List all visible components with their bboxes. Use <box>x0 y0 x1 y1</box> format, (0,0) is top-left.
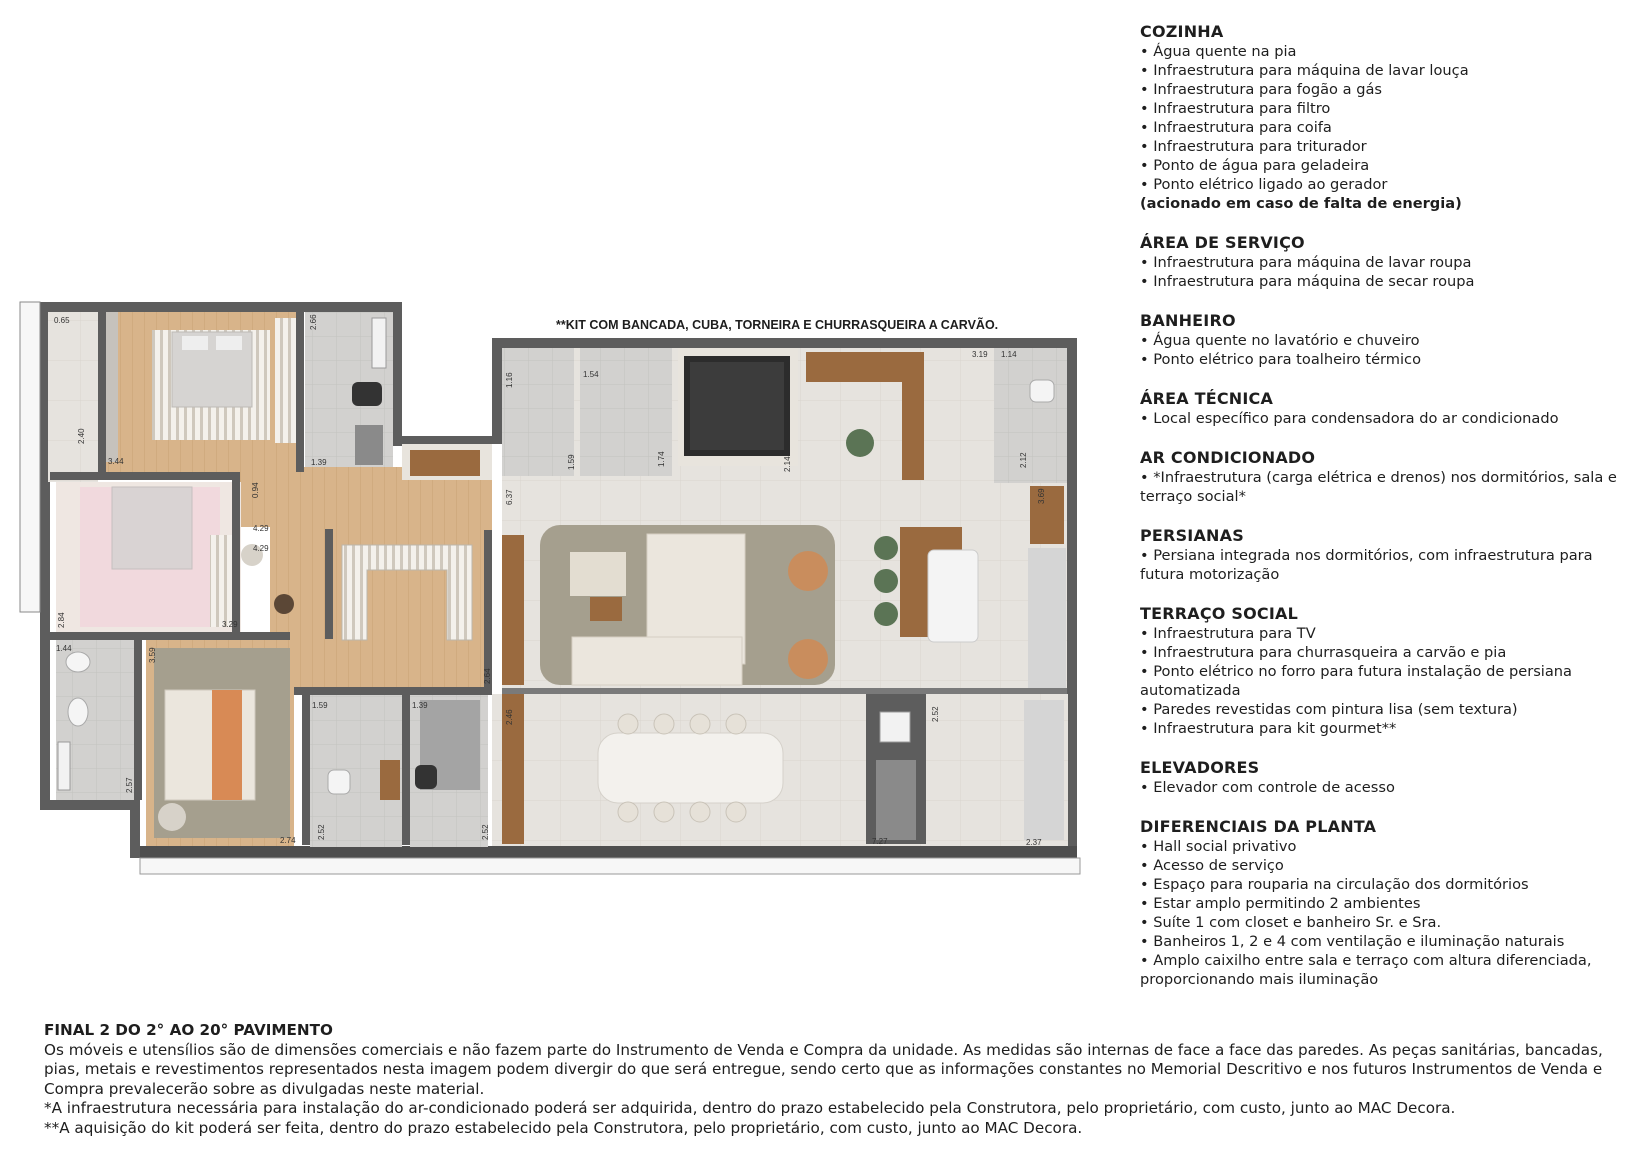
spec-item: • *Infraestrutura (carga elétrica e drenos) nos dormitórios, sala e terraço social* <box>1140 468 1640 506</box>
spec-item: • Paredes revestidas com pintura lisa (sem textura) <box>1140 700 1640 719</box>
spec-section <box>1140 233 1640 291</box>
dimension-label: 1.74 <box>657 451 666 467</box>
dimension-label: 2.46 <box>505 709 514 725</box>
spec-item: • Infraestrutura para coifa <box>1140 118 1640 137</box>
spec-section <box>1140 604 1640 738</box>
dimension-label: 3.69 <box>1037 488 1046 504</box>
dimension-label: 4.29 <box>253 544 269 553</box>
dimension-label: 1.54 <box>583 370 599 379</box>
spec-section-title: ÁREA DE SERVIÇO <box>1140 233 1305 252</box>
dimension-label: 1.39 <box>412 701 428 710</box>
spec-list <box>1140 546 1640 584</box>
spec-item: • Espaço para rouparia na circulação dos dormitórios <box>1140 875 1640 894</box>
spec-item: • Infraestrutura para TV <box>1140 624 1640 643</box>
spec-list <box>1140 331 1640 369</box>
dimension-label: 3.59 <box>148 647 157 663</box>
spec-list <box>1140 624 1640 738</box>
spec-item: • Infraestrutura para filtro <box>1140 99 1640 118</box>
spec-item: • Infraestrutura para máquina de lavar louça <box>1140 61 1640 80</box>
dimension-label: 2.14 <box>783 456 792 472</box>
spec-item: • Suíte 1 com closet e banheiro Sr. e Sra. <box>1140 913 1640 932</box>
spec-item: • Água quente no lavatório e chuveiro <box>1140 331 1640 350</box>
dimension-label: 2.74 <box>280 836 296 845</box>
dimension-label: 3.29 <box>222 620 238 629</box>
spec-section <box>1140 817 1640 989</box>
spec-section-title: DIFERENCIAIS DA PLANTA <box>1140 817 1377 836</box>
spec-item: • Infraestrutura para triturador <box>1140 137 1640 156</box>
dimension-label: 6.37 <box>505 489 514 505</box>
dimension-label: 2.52 <box>481 824 490 840</box>
spec-item: • Infraestrutura para máquina de secar roupa <box>1140 272 1640 291</box>
spec-item: • Ponto elétrico no forro para futura instalação de persiana automatizada <box>1140 662 1640 700</box>
dimension-label: 7.27 <box>872 837 888 846</box>
dimension-label: 1.59 <box>312 701 328 710</box>
spec-item: • Ponto de água para geladeira <box>1140 156 1640 175</box>
spec-note: (acionado em caso de falta de energia) <box>1140 195 1462 212</box>
spec-list <box>1140 409 1640 428</box>
spec-item: • Local específico para condensadora do ar condicionado <box>1140 409 1640 428</box>
dimension-label: 1.59 <box>567 454 576 470</box>
spec-item: • Infraestrutura para fogão a gás <box>1140 80 1640 99</box>
dimension-label: 3.44 <box>108 457 124 466</box>
spec-item: • Infraestrutura para churrasqueira a carvão e pia <box>1140 643 1640 662</box>
dimension-label: 2.52 <box>317 824 326 840</box>
spec-item: • Ponto elétrico para toalheiro térmico <box>1140 350 1640 369</box>
dimension-label: 1.44 <box>56 644 72 653</box>
dimension-label: 2.66 <box>309 314 318 330</box>
spec-item: • Persiana integrada nos dormitórios, com infraestrutura para futura motorização <box>1140 546 1640 584</box>
spec-item: • Água quente na pia <box>1140 42 1640 61</box>
dimension-label: 3.19 <box>972 350 988 359</box>
spec-item: • Estar amplo permitindo 2 ambientes <box>1140 894 1640 913</box>
dimension-label: 1.14 <box>1001 350 1017 359</box>
spec-section-title: AR CONDICIONADO <box>1140 448 1316 467</box>
spec-section-title: BANHEIRO <box>1140 311 1236 330</box>
ac-note: *A infraestrutura necessária para instalação do ar-condicionado poderá ser adquirida, dentro do prazo estabelecido pela Construtora, pelo proprietário, com custo, junto ao MAC Decora. <box>44 1099 1456 1117</box>
dimension-label: 2.52 <box>931 706 940 722</box>
spec-item: • Infraestrutura para kit gourmet** <box>1140 719 1640 738</box>
floor-title: FINAL 2 DO 2° AO 20° PAVIMENTO <box>44 1021 333 1039</box>
dimension-label: 1.39 <box>311 458 327 467</box>
spec-item: • Elevador com controle de acesso <box>1140 778 1640 797</box>
dimension-label: 2.12 <box>1019 452 1028 468</box>
dimension-label: 2.57 <box>125 777 134 793</box>
kit-note: **KIT COM BANCADA, CUBA, TORNEIRA E CHURRASQUEIRA A CARVÃO. <box>556 318 999 332</box>
spec-panel <box>1140 22 1640 1009</box>
spec-item: • Infraestrutura para máquina de lavar roupa <box>1140 253 1640 272</box>
spec-section-title: COZINHA <box>1140 22 1224 41</box>
spec-list <box>1140 778 1640 797</box>
spec-section-title: PERSIANAS <box>1140 526 1244 545</box>
spec-section-title: TERRAÇO SOCIAL <box>1140 604 1298 623</box>
dimension-label: 4.29 <box>253 524 269 533</box>
dimension-label: 2.40 <box>77 428 86 444</box>
dimension-label: 2.64 <box>483 668 492 684</box>
dimension-label: 1.16 <box>505 372 514 388</box>
spec-section <box>1140 526 1640 584</box>
spec-section <box>1140 311 1640 369</box>
spec-section <box>1140 389 1640 428</box>
spec-item: • Amplo caixilho entre sala e terraço com altura diferenciada, proporcionando mais iluminação <box>1140 951 1640 989</box>
disclaimer-paragraph: Os móveis e utensílios são de dimensões comerciais e não fazem parte do Instrumento de Venda e Compra da unidade. As medidas são internas de face a face das paredes. As peças sanitárias, bancadas, pias, metais e revestimentos representados nesta imagem podem divergir do que será entregue, sendo certo que as informações constantes no Memorial Descritivo e nos futuros Instrumentos de Venda e Compra prevalecerão sobre as divulgadas neste material. <box>44 1040 1603 1098</box>
spec-section <box>1140 758 1640 797</box>
footer-disclaimer <box>44 1021 1624 1138</box>
spec-section-title: ÁREA TÉCNICA <box>1140 389 1274 408</box>
spec-item: • Hall social privativo <box>1140 837 1640 856</box>
spec-section <box>1140 448 1640 506</box>
spec-list <box>1140 468 1640 506</box>
spec-list <box>1140 837 1640 989</box>
spec-item: • Acesso de serviço <box>1140 856 1640 875</box>
spec-section-title: ELEVADORES <box>1140 758 1260 777</box>
dimension-label: 2.84 <box>57 612 66 628</box>
spec-item: • Ponto elétrico ligado ao gerador <box>1140 175 1640 194</box>
spec-list <box>1140 42 1640 194</box>
kit-acquisition-note: **A aquisição do kit poderá ser feita, dentro do prazo estabelecido pela Construtora, pelo proprietário, com custo, junto ao MAC Decora. <box>44 1118 1083 1137</box>
spec-list <box>1140 253 1640 291</box>
spec-section <box>1140 22 1640 213</box>
spec-item: • Banheiros 1, 2 e 4 com ventilação e iluminação naturais <box>1140 932 1640 951</box>
dimension-label: 0.94 <box>251 482 260 498</box>
dimension-label: 2.37 <box>1026 838 1042 847</box>
dimension-label: 0.65 <box>54 316 70 325</box>
